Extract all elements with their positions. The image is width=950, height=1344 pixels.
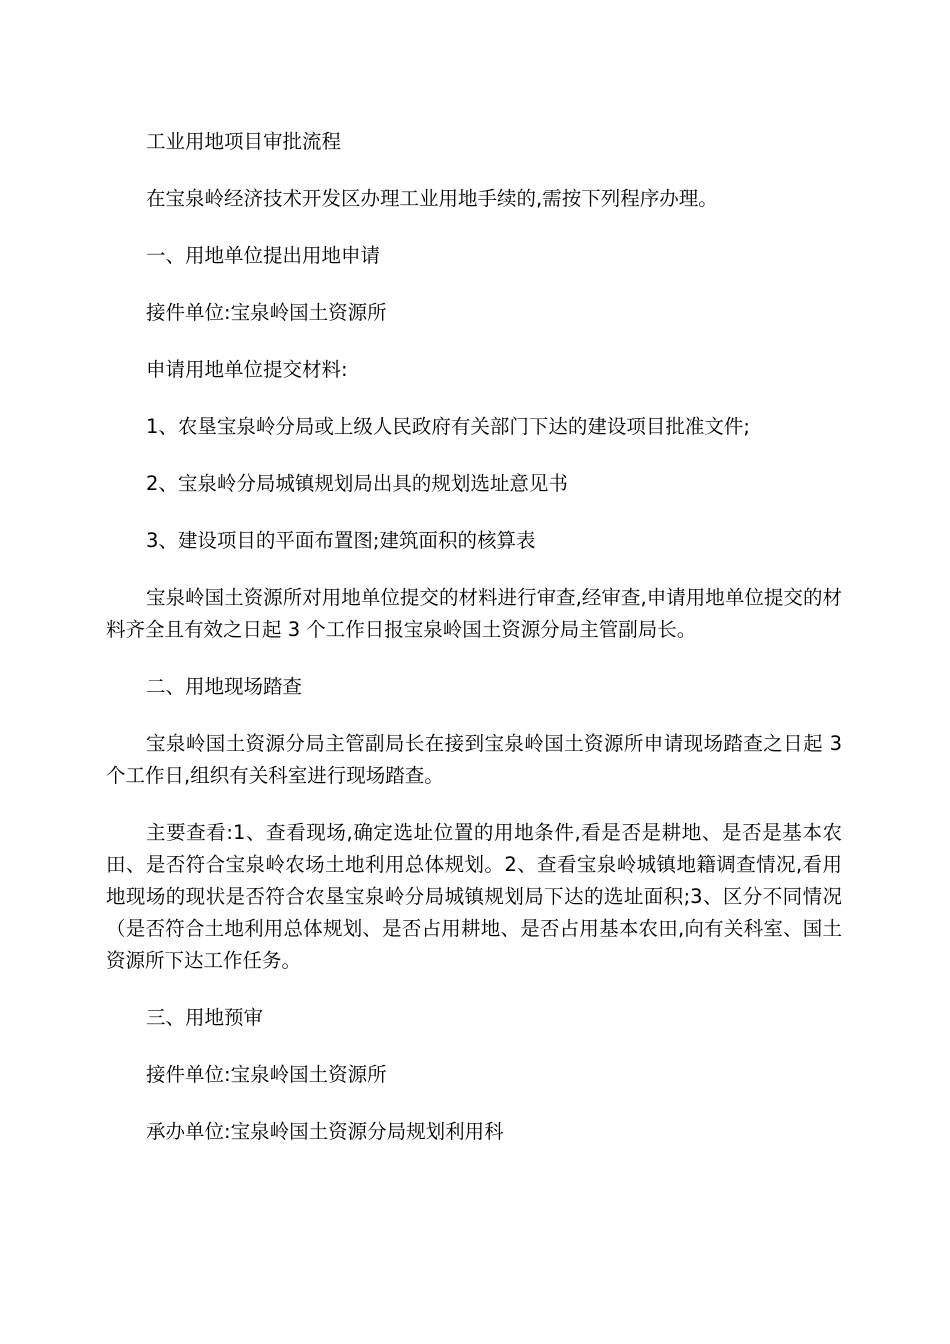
paragraph-handling-unit: 承办单位:宝泉岭国土资源分局规划利用科 <box>146 1120 504 1143</box>
section-heading-3: 三、用地预审 <box>146 1006 264 1029</box>
intro-paragraph: 在宝泉岭经济技术开发区办理工业用地手续的,需按下列程序办理。 <box>146 187 718 210</box>
list-item-1: 1、农垦宝泉岭分局或上级人民政府有关部门下达的建设项目批准文件; <box>146 415 750 438</box>
document-body <box>106 126 842 1173</box>
paragraph-review: 宝泉岭国土资源所对用地单位提交的材料进行审查,经审查,申请用地单位提交的材料齐全且有效之日起 3 个工作日报宝泉岭国土资源分局主管副局长。 <box>106 586 842 641</box>
list-item-2: 2、宝泉岭分局城镇规划局出具的规划选址意见书 <box>146 472 568 495</box>
section-heading-2: 二、用地现场踏查 <box>146 675 303 698</box>
paragraph-receiving-unit-2: 接件单位:宝泉岭国土资源所 <box>146 1063 387 1086</box>
paragraph-site-survey: 宝泉岭国土资源分局主管副局长在接到宝泉岭国土资源所申请现场踏查之日起 3 个工作日,组织有关科室进行现场踏查。 <box>106 732 842 787</box>
list-item-3: 3、建设项目的平面布置图;建筑面积的核算表 <box>146 529 536 552</box>
paragraph-main-check: 主要查看:1、查看现场,确定选址位置的用地条件,看是否是耕地、是否是基本农田、是否符合宝泉岭农场土地利用总体规划。2、查看宝泉岭城镇地籍调查情况,看用地现场的现状是否符合农垦宝泉岭分局城镇规划局下达的选址面积;3、区分不同情况（是否符合土地利用总体规划、是否占用耕地、是否占用基本农田,向有关科室、国土资源所下达工作任务。 <box>106 821 842 972</box>
section-heading-1: 一、用地单位提出用地申请 <box>146 244 381 267</box>
document-title: 工业用地项目审批流程 <box>146 130 342 153</box>
paragraph-receiving-unit: 接件单位:宝泉岭国土资源所 <box>146 301 387 324</box>
paragraph-materials-intro: 申请用地单位提交材料: <box>146 358 348 381</box>
